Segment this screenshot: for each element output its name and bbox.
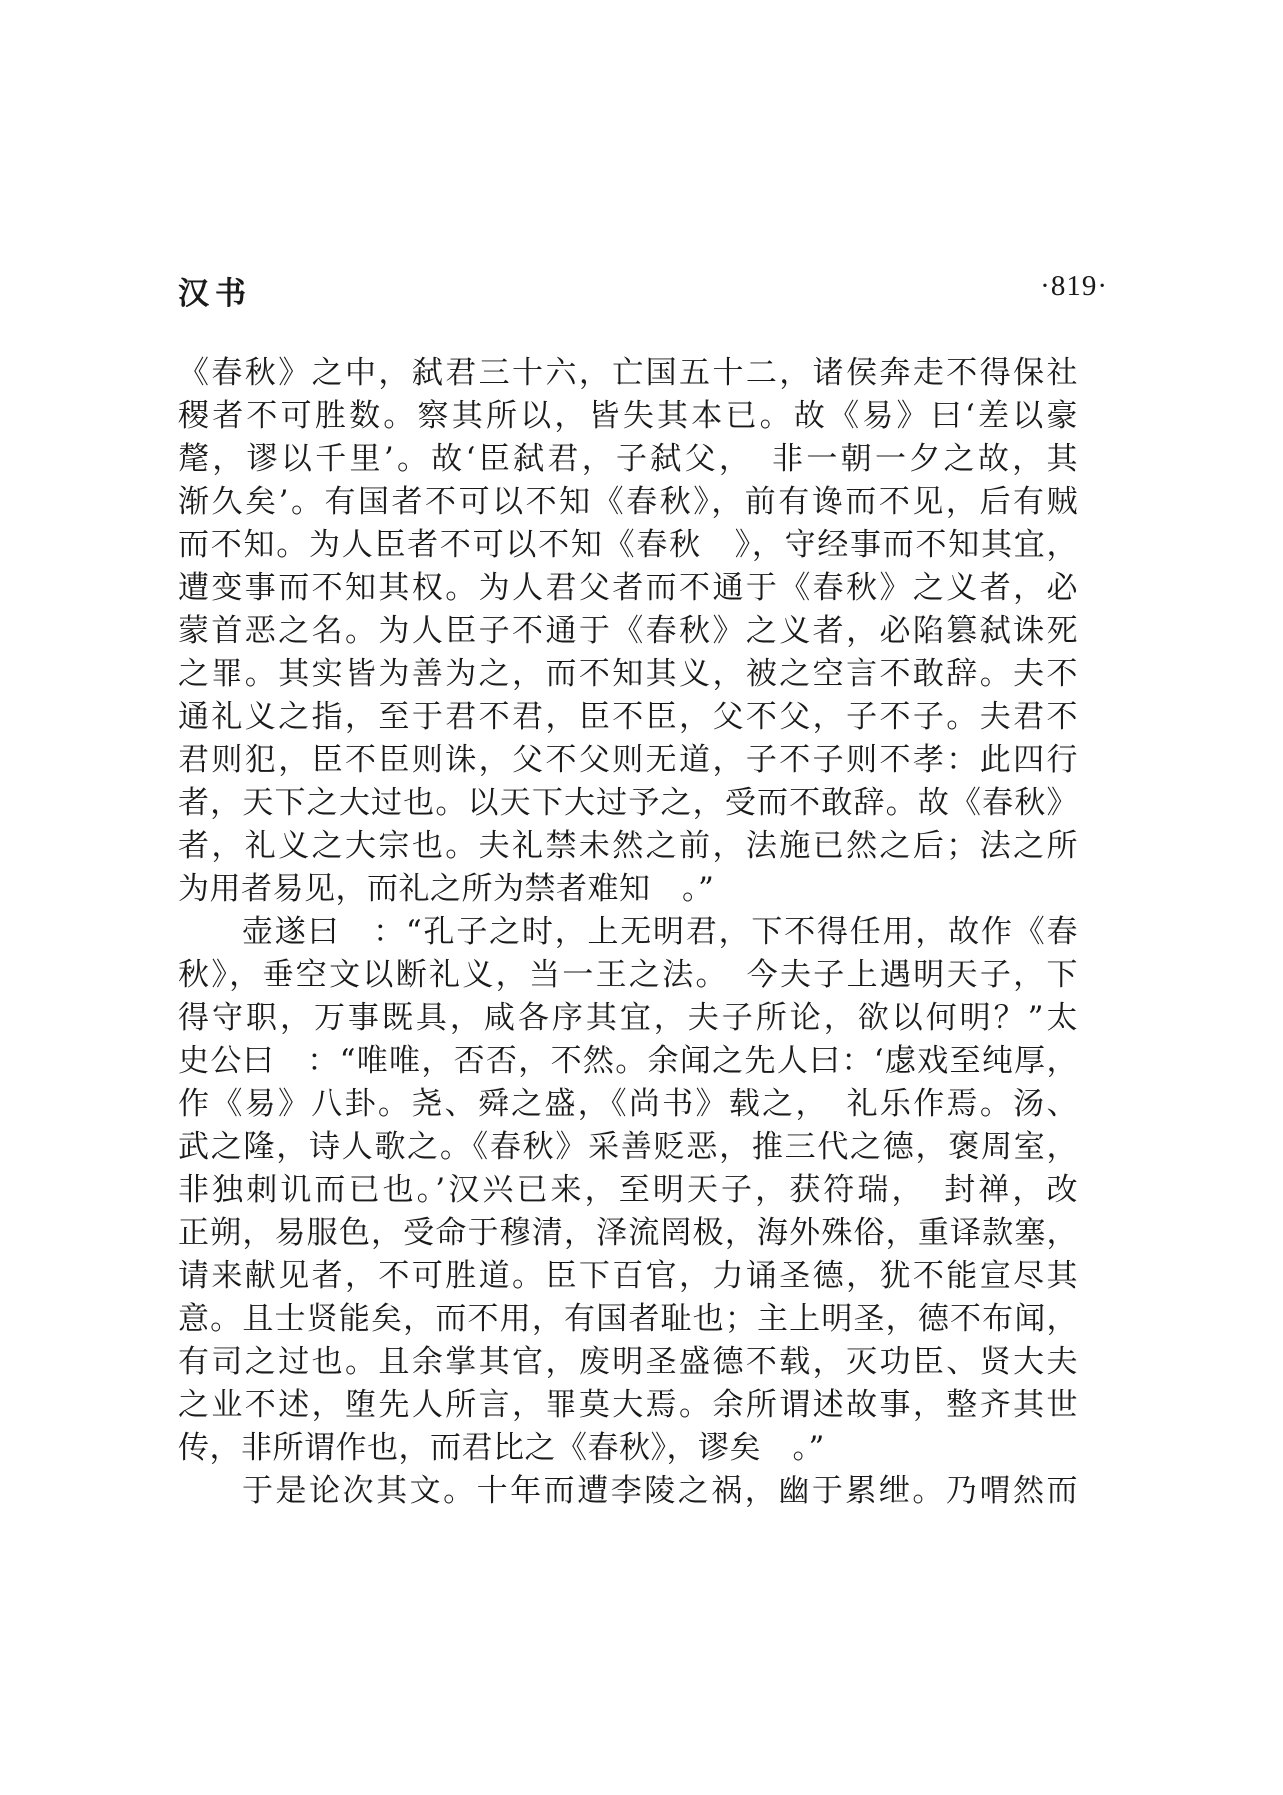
text-line: 武之隆，诗人歌之。《春秋》采善贬恶，推三代之德，褒周室， [178,1129,1078,1165]
text-line: 得守职，万事既具，咸各序其宜，夫子所论，欲以何明？”太 [178,1000,1078,1036]
text-line: 之罪。其实皆为善为之，而不知其义，被之空言不敢辞。夫不 [178,656,1078,692]
page-number: ·819· [1040,270,1108,302]
text-line: 作《易》八卦。尧、舜之盛，《尚书》载之， 礼乐作焉。汤、 [178,1086,1078,1122]
text-line-paragraph-start: 于是论次其文。十年而遭李陵之祸，幽于累绁。乃喟然而 [242,1473,1078,1509]
text-line: 渐久矣’。有国者不可以不知《春秋》，前有谗而不见，后有贼 [178,484,1078,520]
text-line-paragraph-start: 壶遂曰 ：“孔子之时，上无明君，下不得任用，故作《春 [242,914,1078,950]
text-line: 有司之过也。且余掌其官，废明圣盛德不载，灭功臣、贤大夫 [178,1344,1078,1380]
text-line: 传，非所谓作也，而君比之《春秋》，谬矣 。” [178,1430,825,1466]
running-head-title: 汉书 [178,276,252,312]
body-text [178,352,1078,1513]
text-line: 蒙首恶之名。为人臣子不通于《春秋》之义者，必陷篡弑诛死 [178,613,1078,649]
text-line: 君则犯，臣不臣则诛，父不父则无道，子不子则不孝：此四行 [178,742,1078,778]
text-line: 氂，谬以千里’。故‘臣弑君，子弑父， 非一朝一夕之故，其 [178,441,1078,477]
text-line: 通礼义之指，至于君不君，臣不臣，父不父，子不子。夫君不 [178,699,1078,735]
text-line: 为用者易见，而礼之所为禁者难知 。” [178,871,715,907]
text-line: 之业不述，堕先人所言，罪莫大焉。余所谓述故事，整齐其世 [178,1387,1078,1423]
text-line: 意。且士贤能矣，而不用，有国者耻也；主上明圣，德不布闻， [178,1301,1078,1337]
text-line: 史公曰 ：“唯唯，否否，不然。余闻之先人曰：‘虙戏至纯厚， [178,1043,1078,1079]
text-line: 遭变事而不知其权。为人君父者而不通于《春秋》之义者，必 [178,570,1078,606]
text-line: 者，礼义之大宗也。夫礼禁未然之前，法施已然之后；法之所 [178,828,1078,864]
text-line: 者，天下之大过也。以天下大过予之，受而不敢辞。故《春秋》 [178,785,1078,821]
text-line: 而不知。为人臣者不可以不知《春秋 》，守经事而不知其宜， [178,527,1078,563]
text-line: 秋》，垂空文以断礼义，当一王之法。 今夫子上遇明天子，下 [178,957,1078,993]
text-line: 请来献见者，不可胜道。臣下百官，力诵圣德，犹不能宣尽其 [178,1258,1078,1294]
text-line: 稷者不可胜数。察其所以，皆失其本已。故《易》曰‘差以豪 [178,398,1078,434]
text-line: 非独刺讥而已也。’汉兴已来，至明天子，获符瑞， 封禅，改 [178,1172,1078,1208]
text-line: 《春秋》之中，弑君三十六，亡国五十二，诸侯奔走不得保社 [178,355,1078,391]
text-line: 正朔，易服色，受命于穆清，泽流罔极，海外殊俗，重译款塞， [178,1215,1078,1251]
